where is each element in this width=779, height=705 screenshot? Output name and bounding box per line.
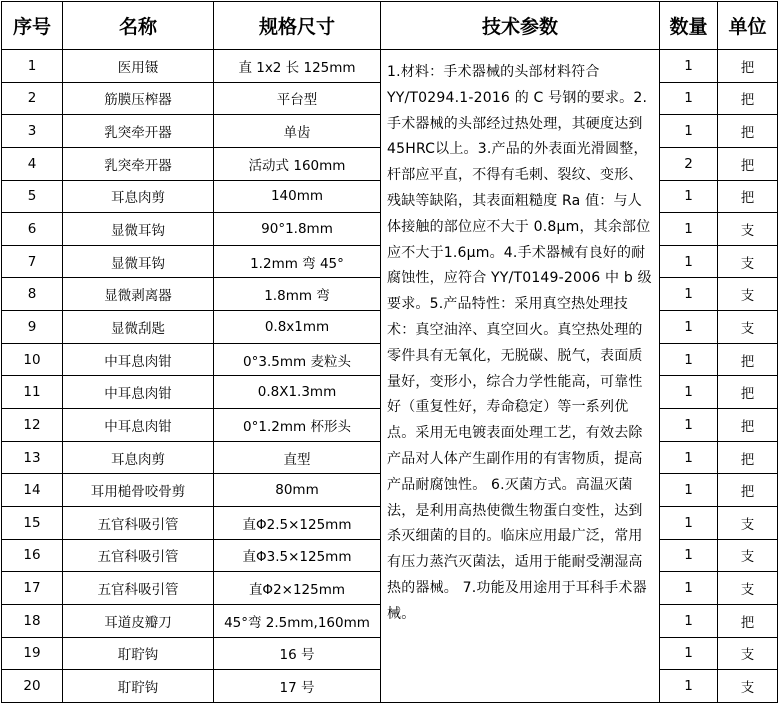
cell-qty: 1 <box>660 213 718 246</box>
cell-qty: 1 <box>660 278 718 311</box>
cell-unit: 支 <box>718 539 778 572</box>
cell-name: 耳用槌骨咬骨剪 <box>63 474 214 507</box>
cell-qty: 1 <box>660 343 718 376</box>
cell-name: 耵聍钩 <box>63 637 214 670</box>
cell-qty: 1 <box>660 115 718 148</box>
cell-name: 五官科吸引管 <box>63 572 214 605</box>
cell-qty: 1 <box>660 311 718 344</box>
cell-unit: 把 <box>718 115 778 148</box>
cell-spec: 140mm <box>214 180 381 213</box>
cell-spec: 17 号 <box>214 670 381 703</box>
cell-name: 中耳息肉钳 <box>63 409 214 442</box>
cell-unit: 支 <box>718 670 778 703</box>
header-tech: 技术参数 <box>381 2 660 50</box>
cell-unit: 把 <box>718 82 778 115</box>
cell-spec: 80mm <box>214 474 381 507</box>
cell-unit: 把 <box>718 343 778 376</box>
cell-name: 耳息肉剪 <box>63 180 214 213</box>
cell-index: 17 <box>2 572 63 605</box>
cell-qty: 1 <box>660 441 718 474</box>
cell-index: 3 <box>2 115 63 148</box>
cell-qty: 1 <box>660 376 718 409</box>
cell-qty: 1 <box>660 245 718 278</box>
header-index: 序号 <box>2 2 63 50</box>
cell-name: 耵聍钩 <box>63 670 214 703</box>
cell-spec: 0.8X1.3mm <box>214 376 381 409</box>
instrument-spec-table <box>1 1 778 703</box>
cell-index: 18 <box>2 604 63 637</box>
header-name: 名称 <box>63 2 214 50</box>
cell-index: 7 <box>2 245 63 278</box>
header-spec: 规格尺寸 <box>214 2 381 50</box>
cell-index: 16 <box>2 539 63 572</box>
cell-spec: 单齿 <box>214 115 381 148</box>
cell-name: 显微剥离器 <box>63 278 214 311</box>
cell-qty: 1 <box>660 604 718 637</box>
cell-name: 医用镊 <box>63 50 214 83</box>
cell-spec: 90°1.8mm <box>214 213 381 246</box>
cell-unit: 把 <box>718 50 778 83</box>
header-unit: 单位 <box>718 2 778 50</box>
cell-unit: 把 <box>718 474 778 507</box>
cell-spec: 45°弯 2.5mm,160mm <box>214 604 381 637</box>
cell-qty: 1 <box>660 572 718 605</box>
cell-unit: 把 <box>718 376 778 409</box>
cell-qty: 1 <box>660 670 718 703</box>
cell-index: 6 <box>2 213 63 246</box>
cell-name: 筋膜压榨器 <box>63 82 214 115</box>
tech-params-cell: 1.材料：手术器械的头部材料符合YY/T0294.1-2016 的 C 号钢的要求。2.手术器械的头部经过热处理，其硬度达到45HRC以上。3.产品的外表面光滑圆整，杆部应平直，不得有毛刺、裂纹、变形、残缺等缺陷，其表面粗糙度 Ra 值：与人体接触的部位应不大于 0.8μm，其余部位应不大于1.6μm。4.手术器械有良好的耐腐蚀性，应符合 YY/T0149-2006 中 b 级要求。5.产品特性：采用真空热处理技术：真空油淬、真空回火。真空热处理的零件具有无氧化，无脱碳、脱气，表面质量好，变形小，综合力学性能高，可靠性好（重复性好，寿命稳定）等一系列优点。采用无电镀表面处理工艺，有效去除产品对人体产生副作用的有害物质，提高产品耐腐蚀性。 6.灭菌方式。高温灭菌法，是利用高热使微生物蛋白变性，达到杀灭细菌的目的。临床应用最广泛，常用有压力蒸汽灭菌法，适用于能耐受潮湿高热的器械。 7.功能及用途用于耳科手术器械。 <box>381 50 660 703</box>
cell-index: 15 <box>2 506 63 539</box>
cell-spec: 0°1.2mm 杯形头 <box>214 409 381 442</box>
cell-qty: 1 <box>660 180 718 213</box>
cell-index: 8 <box>2 278 63 311</box>
cell-index: 10 <box>2 343 63 376</box>
cell-name: 显微耳钩 <box>63 245 214 278</box>
cell-spec: 直型 <box>214 441 381 474</box>
cell-unit: 把 <box>718 409 778 442</box>
cell-qty: 1 <box>660 637 718 670</box>
cell-unit: 把 <box>718 180 778 213</box>
cell-name: 耳息肉剪 <box>63 441 214 474</box>
cell-spec: 0.8x1mm <box>214 311 381 344</box>
cell-unit: 支 <box>718 637 778 670</box>
cell-spec: 直Φ2.5×125mm <box>214 506 381 539</box>
cell-name: 中耳息肉钳 <box>63 376 214 409</box>
cell-spec: 活动式 160mm <box>214 147 381 180</box>
cell-index: 12 <box>2 409 63 442</box>
cell-name: 中耳息肉钳 <box>63 343 214 376</box>
table-row <box>2 50 778 83</box>
cell-index: 13 <box>2 441 63 474</box>
cell-spec: 16 号 <box>214 637 381 670</box>
cell-unit: 把 <box>718 604 778 637</box>
cell-index: 20 <box>2 670 63 703</box>
cell-name: 耳道皮瓣刀 <box>63 604 214 637</box>
cell-index: 14 <box>2 474 63 507</box>
cell-index: 1 <box>2 50 63 83</box>
header-qty: 数量 <box>660 2 718 50</box>
cell-index: 11 <box>2 376 63 409</box>
cell-index: 9 <box>2 311 63 344</box>
cell-index: 19 <box>2 637 63 670</box>
cell-index: 5 <box>2 180 63 213</box>
cell-unit: 支 <box>718 506 778 539</box>
cell-name: 乳突牵开器 <box>63 115 214 148</box>
cell-qty: 1 <box>660 539 718 572</box>
cell-spec: 1.2mm 弯 45° <box>214 245 381 278</box>
cell-qty: 1 <box>660 506 718 539</box>
cell-qty: 1 <box>660 50 718 83</box>
cell-name: 五官科吸引管 <box>63 539 214 572</box>
cell-qty: 1 <box>660 409 718 442</box>
cell-unit: 支 <box>718 311 778 344</box>
cell-unit: 支 <box>718 572 778 605</box>
cell-qty: 2 <box>660 147 718 180</box>
cell-name: 五官科吸引管 <box>63 506 214 539</box>
cell-spec: 0°3.5mm 麦粒头 <box>214 343 381 376</box>
cell-qty: 1 <box>660 474 718 507</box>
cell-qty: 1 <box>660 82 718 115</box>
cell-spec: 1.8mm 弯 <box>214 278 381 311</box>
cell-name: 显微刮匙 <box>63 311 214 344</box>
cell-index: 2 <box>2 82 63 115</box>
cell-name: 乳突牵开器 <box>63 147 214 180</box>
cell-spec: 平台型 <box>214 82 381 115</box>
cell-index: 4 <box>2 147 63 180</box>
cell-name: 显微耳钩 <box>63 213 214 246</box>
cell-spec: 直Φ3.5×125mm <box>214 539 381 572</box>
cell-unit: 把 <box>718 147 778 180</box>
cell-unit: 支 <box>718 213 778 246</box>
cell-unit: 把 <box>718 441 778 474</box>
cell-spec: 直 1x2 长 125mm <box>214 50 381 83</box>
cell-unit: 支 <box>718 245 778 278</box>
cell-unit: 支 <box>718 278 778 311</box>
cell-spec: 直Φ2×125mm <box>214 572 381 605</box>
header-row <box>2 2 778 50</box>
